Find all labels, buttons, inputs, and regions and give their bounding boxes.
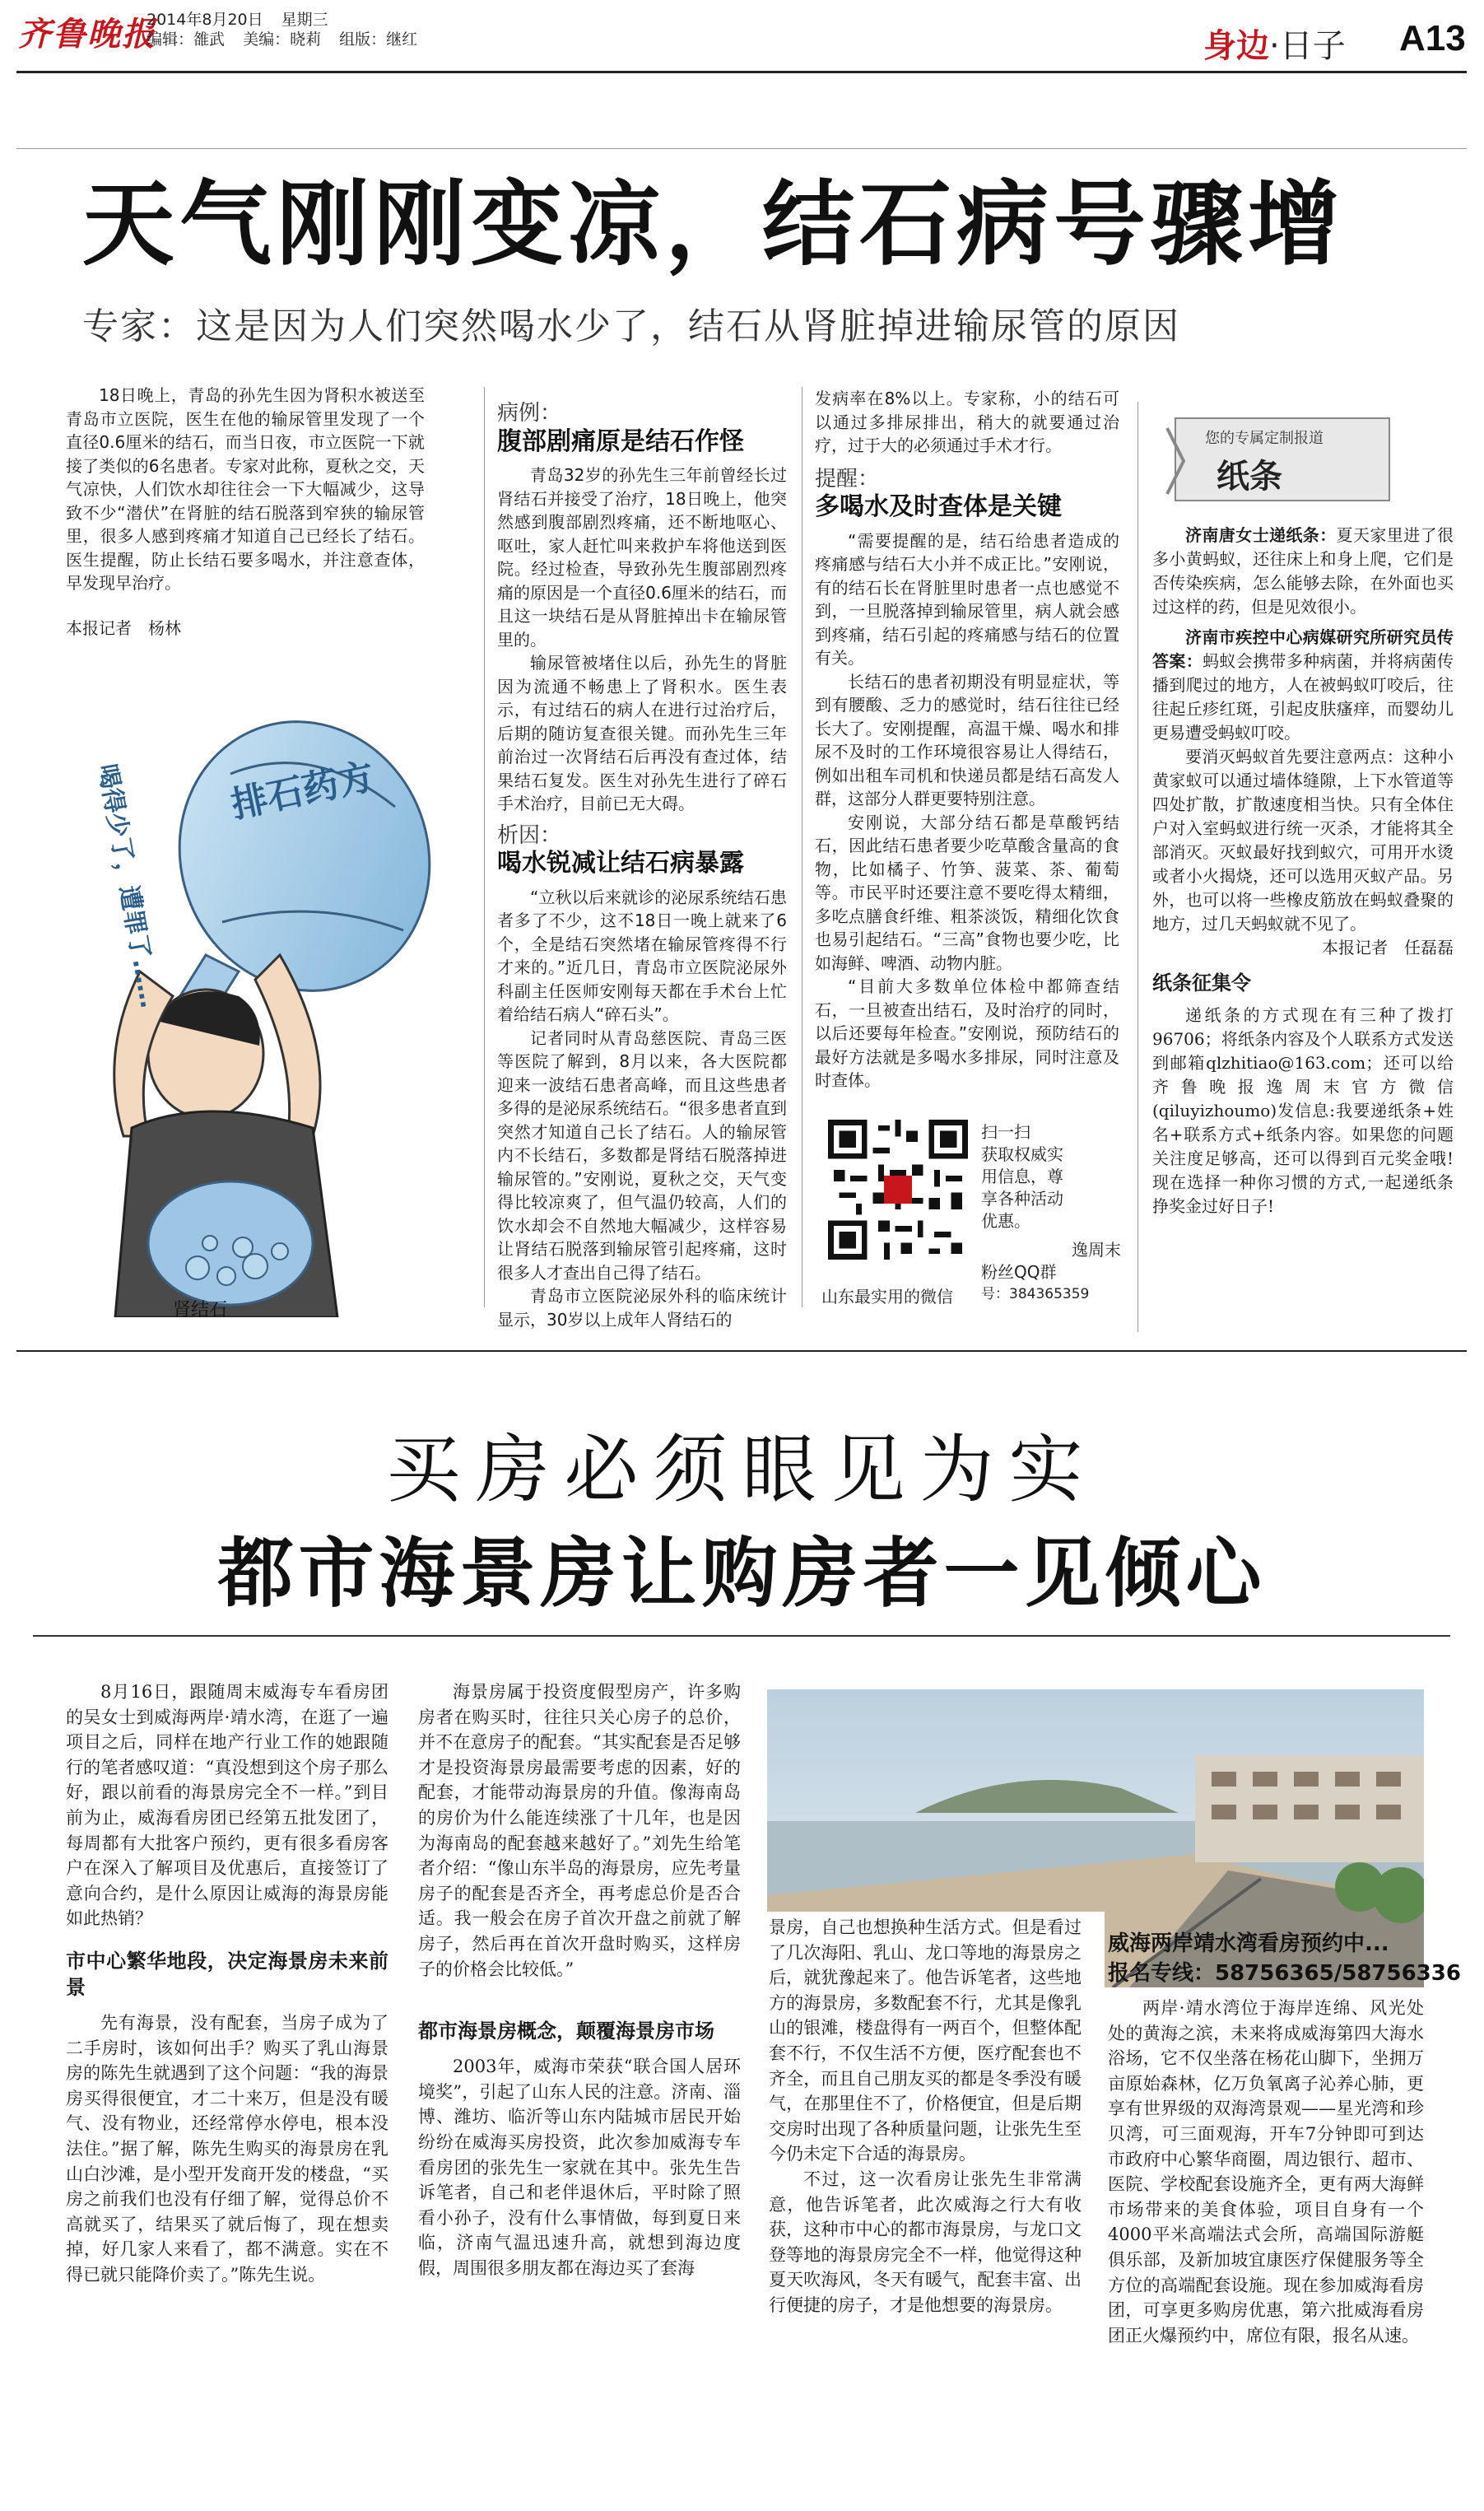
story1-subhead: 专家：这是因为人们突然喝水少了，结石从肾脏掉进输尿管的原因 — [82, 305, 1180, 347]
section-sub: 日子 — [1279, 27, 1346, 65]
story1-lead — [66, 384, 425, 640]
qr-line: 号：384365359 — [981, 1286, 1090, 1302]
qr-line: 粉丝QQ群 — [981, 1262, 1057, 1282]
editor-credit: 编辑：雒武 — [147, 30, 226, 49]
note2-body: 蚂蚁会携带多种病菌，并将病菌传播到爬过的地方，人在被蚂蚁叮咬后，往往起丘疹红斑，引起皮肤瘙痒，而婴幼儿更易遭受蚂蚁叮咬。 — [1152, 651, 1454, 743]
illustration-side-text: 喝得少了，遭罪了…… — [92, 762, 164, 1010]
paragraph: 不过，这一次看房让张先生非常满意，他告诉笔者，此次威海之行大有收获，这种市中心的都市海景房，与龙口文登等地的海景房完全不一样，他觉得这种夏天吹海风，冬天有暖气，配套丰富、出行便捷的房子，才是他想要的海景房。 — [769, 2169, 1082, 2315]
story2-subhead: 市中心繁华地段，决定海景房未来前景 — [66, 1949, 388, 1999]
subhead-analysis: 喝水锐减让结石病暴露 — [497, 849, 744, 878]
call-title: 纸条征集令 — [1152, 971, 1251, 995]
photo-caption-title: 威海两岸靖水湾看房预约中... — [1108, 1931, 1389, 1956]
subhead-reminder: 多喝水及时查体是关键 — [815, 492, 1062, 521]
newspaper-logo: 齐鲁晚报 — [18, 15, 156, 54]
story1-byline: 本报记者 杨林 — [66, 617, 181, 638]
section-main: 身边 — [1203, 27, 1269, 65]
note2-byline: 本报记者 任磊磊 — [1322, 938, 1454, 957]
qr-line: 享各种活动 — [981, 1189, 1063, 1209]
art-credit: 美编：晓莉 — [243, 30, 322, 49]
kicker-case: 病例： — [497, 401, 562, 426]
story2-column-d — [1108, 1996, 1424, 2348]
subhead-case: 腹部剧痛原是结石作怪 — [497, 426, 744, 456]
qr-code-icon[interactable] — [828, 1120, 968, 1260]
qr-bottom-caption: 山东最实用的微信 — [821, 1287, 953, 1307]
layout-credit: 组版：继红 — [339, 30, 418, 49]
story1-headline: 天气刚刚变凉，结石病号骤增 — [82, 171, 1345, 278]
page-number: A13 — [1399, 18, 1466, 58]
paragraph: 8月16日，跟随周末威海专车看房团的吴女士到威海两岸·靖水湾，在逛了一遍项目之后，同样在地产行业工作的她跟随行的笔者感叹道：“真没想到这个房子那么好，跟以前看的海景房完全不一样。”到目前为止，威海看房团已经第五批发团了，每周都有大批客户预约，更有很多看房客户在深入了解项目及优惠后，直接签订了意向合约，是什么原因让威海的海景房能如此热销？ — [66, 1682, 388, 1929]
qr-caption — [981, 1121, 1121, 1306]
water-bottle-icon — [142, 708, 468, 1037]
notes-banner-top: 您的专属定制报道 — [1205, 430, 1324, 447]
kicker-reminder: 提醒： — [815, 466, 880, 491]
stone-label: 肾结石 — [173, 1300, 228, 1317]
story1-column-2 — [497, 402, 787, 1331]
note2-title: 济南市疾控中心病媒研究所研究员传答案： — [1152, 627, 1454, 671]
story2-column-b — [418, 1679, 741, 2280]
signup-phone: 报名专线：58756365/58756336 — [1108, 1961, 1461, 1986]
paragraph: 青岛市立医院泌尿外科的临床统计显示，30岁以上成年人肾结石的 — [497, 1286, 787, 1330]
paragraph: 2003年，威海市荣获“联合国人居环境奖”，引起了山东人民的注意。济南、淄博、潍坊、临沂等山东内陆城市居民开始纷纷在威海买房投资，此次参加威海专车看房团的张先生一家就在其中。张先生告诉笔者，自己和老伴退休后，平时除了照看小孙子，没有什么事情做，每到夏日来临，济南气温迅速升高，就想到海边度假，周围很多朋友都在海边买了套海 — [418, 2057, 741, 2278]
qr-line: 扫一扫 — [981, 1122, 1030, 1142]
notes-banner — [1151, 412, 1398, 510]
story2-column-a — [66, 1679, 388, 2287]
paragraph: “立秋以后来就诊的泌尿系统结石患者多了不少，这不18日一晚上就来了6个，全是结石突然堵在输尿管疼得不行才来的。”近几日，青岛市立医院泌尿外科副主任医师安刚每天都在手术台上忙着给结石病人“碎石头”。 — [497, 887, 787, 1024]
note2-paragraph: 要消灭蚂蚁首先要注意两点：这种小黄家蚁可以通过墙体缝隙，上下水管道等四处扩散，扩散速度相当快。只有全体住户对入室蚂蚁进行统一灭杀，才能将其全部消灭。灭蚁最好找到蚁穴，可用开水烫或者小火揭烧，还可以选用灭蚁产品。另外，也可以将一些橡皮筋放在蚂蚁叠聚的地方，过几天蚂蚁就不见了。 — [1152, 747, 1454, 934]
story2-column-c — [769, 1915, 1082, 2318]
paragraph: 安刚说，大部分结石都是草酸钙结石，因此结石患者要少吃草酸含量高的食物，比如橘子、竹笋、菠菜、茶、葡萄等。市民平时还要注意不要吃得太精细，多吃点膳食纤维、粗茶淡饭，精细化饮食也易引起结石。“三高”食物也要少吃，比如海鲜、啤酒、动物内脏。 — [815, 812, 1119, 973]
story2-subhead: 都市海景房概念，颠覆海景房市场 — [418, 2020, 714, 2043]
story2-rule — [33, 1635, 1450, 1637]
notes-column — [1152, 524, 1454, 1218]
qr-line: 优惠。 — [981, 1211, 1030, 1231]
column-divider — [484, 387, 485, 1307]
bottle-label: 排石药方 — [227, 755, 379, 827]
notes-banner-title: 纸条 — [1217, 458, 1282, 496]
paragraph: 记者同时从青岛慈医院、青岛三医等医院了解到，8月以来，各大医院都迎来一波结石患者高峰，而且这些患者多得的是泌尿系统结石。“很多患者直到突然才知道自己长了结石。人的输尿管内不长结石，多数都是肾结石脱落掉进输尿管的。”安刚说，夏秋之交，天气变得比较凉爽了，但气温仍较高，人们的饮水却会不自然地大幅减少，这样容易让肾结石脱落到输尿管引起疼痛，这时很多人才查出自己得了结石。 — [497, 1027, 787, 1283]
story2-headline: 都市海景房让购房者一见倾心 — [217, 1530, 1267, 1618]
paragraph: “目前大多数单位体检中都筛查结石，一旦被查出结石，及时治疗的同时，以后还要每年检查。”安刚说，预防结石的最好方法就是多喝水多排尿，同时注意及时查体。 — [815, 976, 1119, 1090]
qr-line: 用信息，尊 — [981, 1167, 1063, 1186]
story1-column-3 — [815, 387, 1119, 1092]
top-thin-rule — [16, 148, 1467, 149]
paragraph: 海景房属于投资度假型房产，许多购房者在购买时，往往只关心房子的总价，并不在意房子的配套。“其实配套是否足够才是投资海景房最需要考虑的因素，好的配套，才能带动海景房的升值。像海南岛的房价为什么能连续涨了十几年，也是因为海南岛的配套越来越好了。”刘先生给笔者介绍：“像山东半岛的海景房，应先考量房子的配套是否齐全，再考虑总价是否合适。我一般会在房子首次开盘之前就了解房子，然后再在首次开盘时购买，这样房子的价格会比较低。” — [418, 1682, 741, 1979]
paragraph: 发病率在8%以上。专家称，小的结石可以通过多排尿排出，稍大的就要通过治疗，过于大的必须通过手术才行。 — [815, 389, 1119, 455]
kicker-analysis: 析因： — [497, 822, 562, 848]
section-dot: · — [1269, 27, 1280, 65]
qr-line: 逸周末 — [1072, 1240, 1121, 1260]
note1-body: 夏天家里进了很多小黄蚂蚁，还往床上和身上爬，它们是否传染疾病，怎么能够去除，在外面也买过这样的药，但是见效很小。 — [1152, 525, 1454, 617]
paragraph: “需要提醒的是，结石给患者造成的疼痛感与结石大小并不成正比。”安刚说，有的结石长在肾脏里时患者一点也感觉不到，一旦脱落掉到输尿管里，病人就会感到疼痛，结石引起的疼痛感与结石的位置有关。 — [815, 530, 1119, 668]
issue-weekday: 星期三 — [281, 11, 328, 29]
note1-title: 济南唐女士递纸条： — [1185, 525, 1337, 545]
paragraph: 先有海景，没有配套，当房子成为了二手房时，该如何出手？购买了乳山海景房的陈先生就遇到了这个问题：“我的海景房买得很便宜，才二十来万，但是没有暖气、没有物业，还经常停水停电，根本没法住。”据了解，陈先生购买的海景房在乳山白沙滩，是小型开发商开发的楼盘，“买房之前我们也没有仔细了解，觉得总价不高就买了，结果买了就后悔了，现在想卖掉，好几家人来看了，都不满意。实在不得已就只能降价卖了。”陈先生说。 — [66, 2012, 388, 2285]
call-body: 递纸条的方式现在有三种了拨打96706；将纸条内容及个人联系方式发送到邮箱qlzhitiao@163.com；还可以给齐鲁晚报逸周末官方微信(qiluyizhoumo)发信息:我要递纸条+姓名+联系方式+纸条内容。如果您的问题关注度足够高，还可以得到百元奖金哦!现在选择一种你习惯的方式,一起递纸条挣奖金过好日子! — [1152, 1005, 1454, 1216]
lead-paragraph: 18日晚上，青岛的孙先生因为肾积水被送至青岛市立医院，医生在他的输尿管里发现了一个直径0.6厘米的结石，而当日夜，市立医院一下就接了类似的6名患者。专家对此称，夏秋之交，天气凉快，人们饮水却往往会一下大幅减少，这导致不少“潜伏”在肾脏的结石脱落到窄狭的输尿管里，很多人感到疼痛才知道自己已经长了结石。医生提醒，防止长结石要多喝水，并注意查体，早发现早治疗。 — [66, 385, 425, 593]
story2-kicker: 买房必须眼见为实 — [386, 1427, 1098, 1513]
paragraph: 长结石的患者初期没有明显症状，等到有腰酸、乏力的感觉时，结石往往已经长大了。安刚提醒，高温干燥、喝水和排尿不及时的工作环境很容易让人得结石，例如出租车司机和快递员都是结石高发人群，这部分人群更要特别注意。 — [815, 671, 1119, 808]
paragraph: 景房，自己也想换种生活方式。但是看过了几次海阳、乳山、龙口等地的海景房之后，就犹豫起来了。他告诉笔者，这些地方的海景房，多数配套不行，尤其是像乳山的银滩，楼盘得有一两百个，但整体配套不行，不仅生活不方便，医疗配套也不齐全，而且自己朋友买的都是冬季没有暖气，在那里住不了，价格便宜，但是后期交房时出现了各种质量问题，让张先生至今仍未定下合适的海景房。 — [769, 1917, 1082, 2164]
qr-line: 获取权威实 — [981, 1144, 1063, 1164]
paragraph: 输尿管被堵住以后，孙先生的肾脏因为流通不畅患上了肾积水。医生表示，有过结石的病人在进行过治疗后，后期的随访复查很关键。而孙先生三年前治过一次肾结石后再没有查过体，结果结石复发。医生对孙先生进行了碎石手术治疗，目前已无大碍。 — [497, 653, 787, 813]
illustration-drinking-man — [66, 708, 477, 1317]
paragraph: 两岸·靖水湾位于海岸连绵、风光处处的黄海之滨，未来将成威海第四大海水浴场，它不仅坐落在杨花山脚下，坐拥万亩原始森林，亿万负氧离子沁养心肺，更享有世界级的双海湾景观——星光湾和珍贝湾，可三面观海，开车7分钟即可到达市政府中心繁华商圈，周边银行、超市、医院、学校配套设施齐全，更有两大海鲜市场带来的美食体验，项目自身有一个4000平米高端法式会所，高端国际游艇俱乐部，及新加坡宜康医疗保健服务等全方位的高端配套设施。现在参加威海看房团，可享更多购房优惠，第六批威海看房团正火爆预约中，席位有限，报名从速。 — [1108, 1998, 1424, 2346]
issue-meta — [147, 10, 430, 49]
section-title — [1203, 20, 1346, 67]
issue-date: 2014年8月20日 — [147, 11, 263, 29]
masthead-rule — [16, 71, 1467, 73]
paragraph: 青岛32岁的孙先生三年前曾经长过肾结石并接受了治疗，18日晚上，他突然感到腹部剧烈疼痛，还不断地呕心、呕吐，家人赶忙叫来救护车将他送到医院。经过检查，导致孙先生腹部剧烈疼痛的原因是一个直径0.6厘米的结石，而且这一块结石是从肾脏掉出卡在输尿管里的。 — [497, 465, 787, 650]
